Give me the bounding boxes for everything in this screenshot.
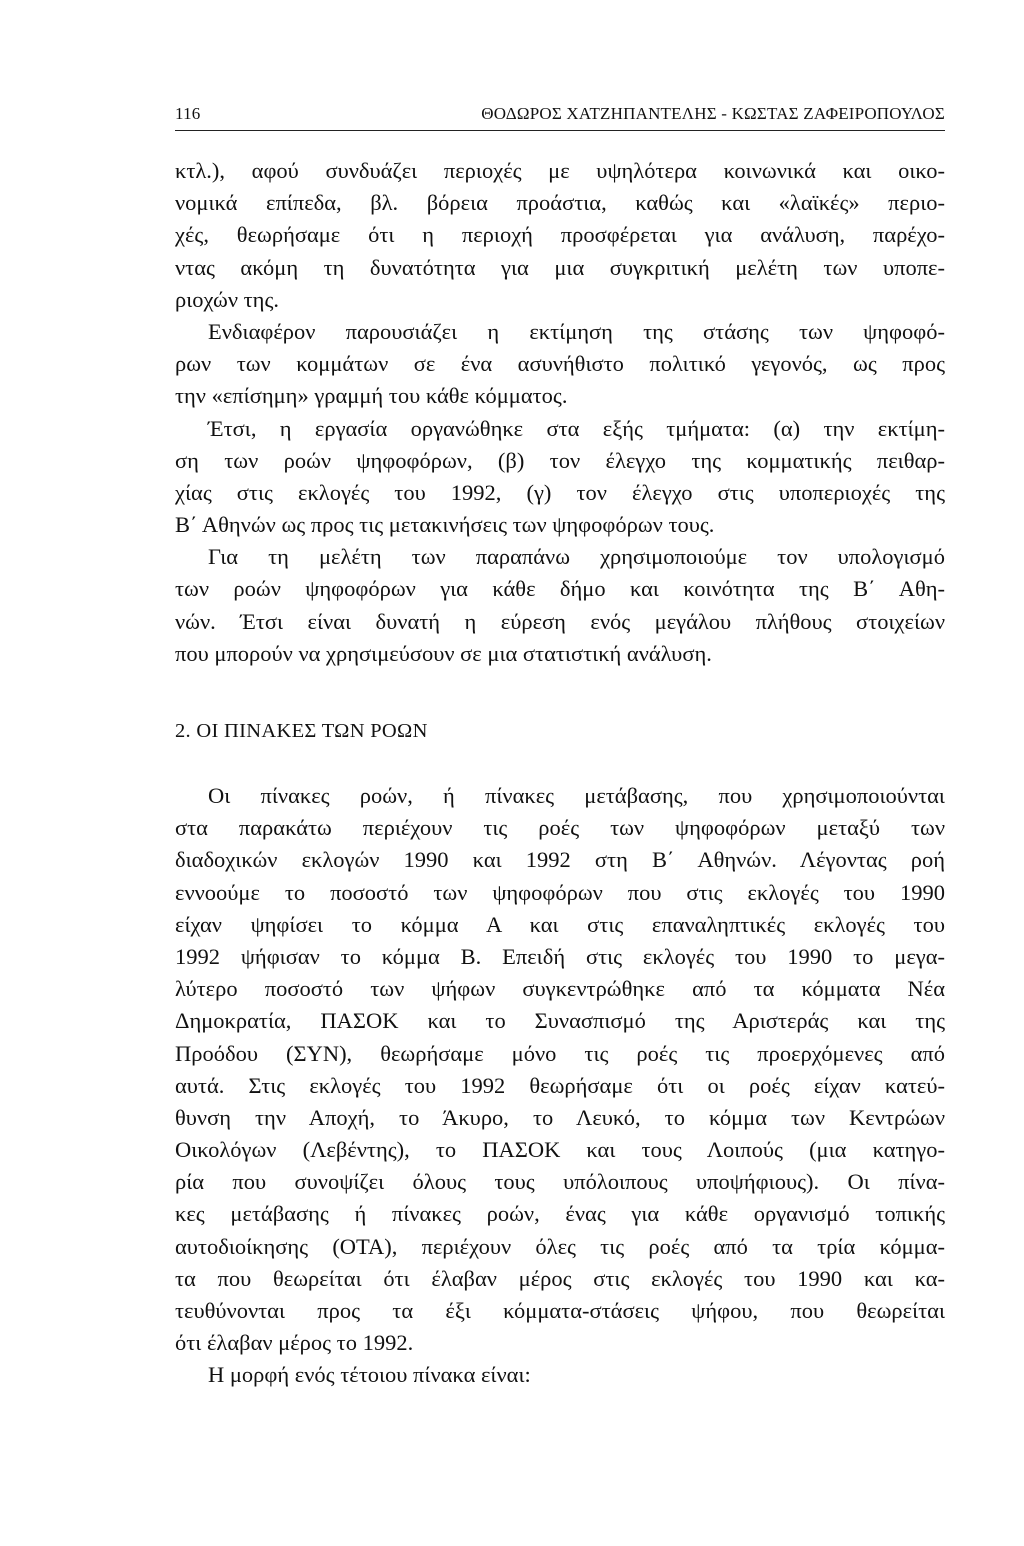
text-line: Β΄ Αθηνών ως προς τις μετακινήσεις των ψηφοφόρων τους. (175, 512, 715, 538)
text-line: Ενδιαφέρον παρουσιάζει η εκτίμηση της στάσης των ψηφοφό- (208, 318, 945, 344)
text-line: νών. Έτσι είναι δυνατή η εύρεση ενός μεγάλου πλήθους στοιχείων (175, 608, 945, 634)
text-line: είχαν ψηφίσει το κόμμα Α και στις επαναληπτικές εκλογές του (175, 911, 945, 937)
text-line: Οικολόγων (Λεβέντης), το ΠΑΣΟΚ και τους Λοιπούς (μια κατηγο- (175, 1137, 945, 1163)
text-line: τα που θεωρείται ότι έλαβαν μέρος στις εκλογές του 1990 και κα- (175, 1265, 945, 1291)
running-header (175, 102, 945, 131)
text-line: ριοχών της. (175, 286, 279, 312)
text-line: Δημοκρατία, ΠΑΣΟΚ και το Συνασπισμό της Αριστεράς και της (175, 1008, 945, 1034)
text-line: λύτερο ποσοστό των ψήφων συγκεντρώθηκε από τα κόμματα Νέα (175, 976, 945, 1002)
text-line: Οι πίνακες ροών, ή πίνακες μετάβασης, που χρησιμοποιούνται (208, 783, 945, 808)
text-line: ρων των κομμάτων σε ένα ασυνήθιστο πολιτικό γεγονός, ως προς (175, 351, 945, 377)
page-number: 116 (175, 104, 201, 123)
text-line: χίας στις εκλογές του 1992, (γ) τον έλεγχο στις υποπεριοχές της (175, 479, 945, 505)
text-line: εννοούμε το ποσοστό των ψηφοφόρων που στις εκλογές του 1990 (175, 879, 945, 905)
text-line: χές, θεωρήσαμε ότι η περιοχή προσφέρεται για ανάλυση, παρέχο- (175, 222, 945, 248)
section-paragraphs (175, 780, 945, 1392)
text-line: αυτά. Στις εκλογές του 1992 θεωρήσαμε ότι οι ροές είχαν κατεύ- (175, 1072, 945, 1098)
text-line: νομικά επίπεδα, βλ. βόρεια προάστια, καθώς και «λαϊκές» περιο- (175, 190, 945, 216)
header-authors: ΘΟΔΩΡΟΣ ΧΑΤΖΗΠΑΝΤΕΛΗΣ - ΚΩΣΤΑΣ ΖΑΦΕΙΡΟΠΟΥΛΟΣ (481, 104, 945, 123)
text-line: ση των ροών ψηφοφόρων, (β) τον έλεγχο της κομματικής πειθαρ- (175, 447, 945, 473)
text-line: κτλ.), αφού συνδυάζει περιοχές με υψηλότερα κοινωνικά και οικο- (175, 158, 945, 183)
text-line: Η μορφή ενός τέτοιου πίνακα είναι: (208, 1362, 531, 1388)
text-line: θυνση την Αποχή, το Άκυρο, το Λευκό, το κόμμα των Κεντρώων (175, 1104, 945, 1130)
text-line: την «επίσημη» γραμμή του κάθε κόμματος. (175, 383, 568, 409)
text-line: ντας ακόμη τη δυνατότητα για μια συγκριτική μελέτη των υποπε- (175, 254, 945, 280)
text-line: κες μετάβασης ή πίνακες ροών, ένας για κάθε οργανισμό τοπικής (175, 1201, 945, 1227)
text-line: Για τη μελέτη των παραπάνω χρησιμοποιούμε τον υπολογισμό (208, 544, 945, 570)
text-line: των ροών ψηφοφόρων για κάθε δήμο και κοινότητα της Β΄ Αθη- (175, 576, 945, 602)
text-line: Έτσι, η εργασία οργανώθηκε στα εξής τμήματα: (α) την εκτίμη- (208, 415, 945, 441)
text-line: διαδοχικών εκλογών 1990 και 1992 στη Β΄ Αθηνών. Λέγοντας ροή (175, 847, 945, 873)
text-line: ότι έλαβαν μέρος το 1992. (175, 1330, 414, 1356)
text-line: τευθύνονται προς τα έξι κόμματα-στάσεις ψήφου, που θεωρείται (175, 1298, 945, 1323)
text-line: που μπορούν να χρησιμεύσουν σε μια στατιστική ανάλυση. (175, 640, 712, 666)
text-line: Προόδου (ΣΥΝ), θεωρήσαμε μόνο τις ροές τις προερχόμενες από (175, 1040, 945, 1066)
section-heading: 2. ΟΙ ΠΙΝΑΚΕΣ ΤΩΝ ΡΟΩΝ (175, 720, 428, 742)
intro-paragraphs (175, 155, 945, 670)
text-line: 1992 ψήφισαν το κόμμα Β. Επειδή στις εκλογές του 1990 το μεγα- (175, 943, 945, 969)
text-line: ρία που συνοψίζει όλους τους υπόλοιπους υποψήφιους). Οι πίνα- (175, 1169, 945, 1195)
text-line: στα παρακάτω περιέχουν τις ροές των ψηφοφόρων μεταξύ των (175, 815, 945, 841)
text-line: αυτοδιοίκησης (ΟΤΑ), περιέχουν όλες τις ροές από τα τρία κόμμα- (175, 1233, 945, 1259)
